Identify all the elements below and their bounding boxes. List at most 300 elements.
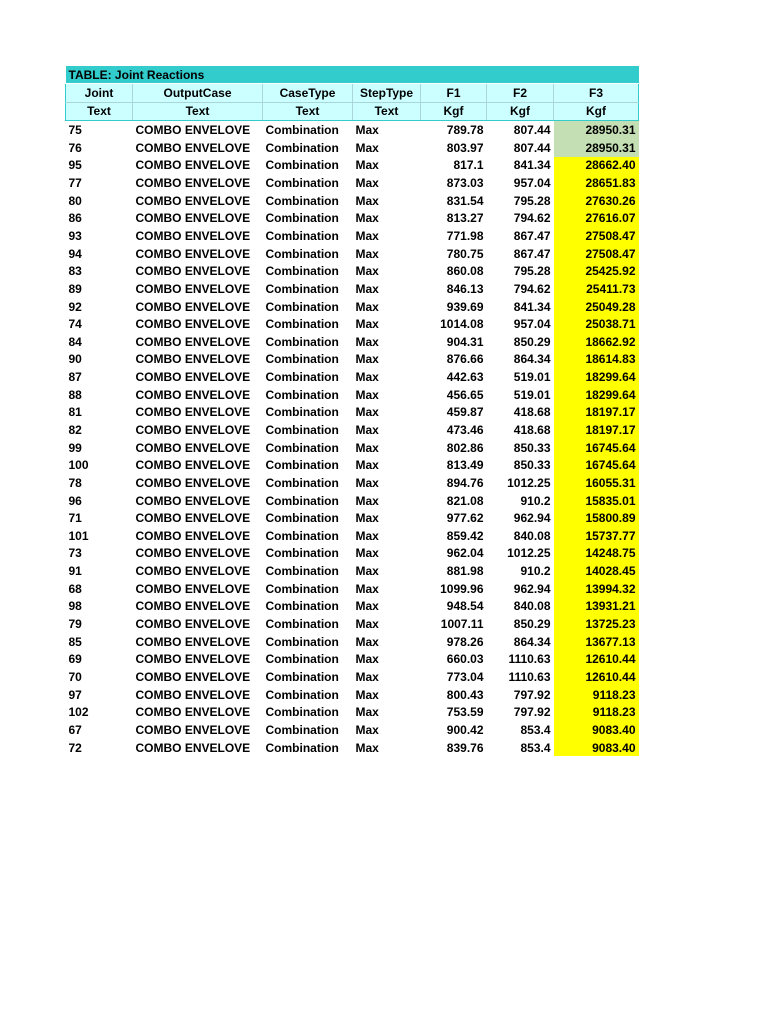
cell-joint[interactable]: 94 xyxy=(68,246,82,261)
cell-f3[interactable]: 15835.01 xyxy=(554,492,639,510)
cell-outputcase[interactable]: COMBO ENVELOVE xyxy=(135,387,251,402)
cell-casetype[interactable]: Combination xyxy=(265,705,339,720)
cell-casetype[interactable]: Combination xyxy=(265,740,339,755)
cell-outputcase[interactable]: COMBO ENVELOVE xyxy=(135,617,251,632)
cell-steptype[interactable]: Max xyxy=(355,158,379,173)
table-row xyxy=(66,668,639,686)
cell-f3[interactable]: 13994.32 xyxy=(554,580,639,598)
cell-outputcase[interactable]: COMBO ENVELOVE xyxy=(135,528,251,543)
cell-outputcase[interactable]: COMBO ENVELOVE xyxy=(135,669,251,684)
cell-f2[interactable]: 1110.63 xyxy=(508,669,551,684)
cell-casetype[interactable]: Combination xyxy=(265,387,339,402)
cell-joint[interactable]: 90 xyxy=(68,352,82,367)
cell-f2[interactable]: 794.62 xyxy=(513,211,551,226)
cell-f3[interactable]: 9118.23 xyxy=(554,703,639,721)
cell-casetype[interactable]: Combination xyxy=(265,334,339,349)
cell-casetype[interactable]: Combination xyxy=(265,687,339,702)
cell-steptype[interactable]: Max xyxy=(355,246,379,261)
cell-f3[interactable]: 27508.47 xyxy=(554,227,639,245)
cell-f2[interactable]: 795.28 xyxy=(513,264,551,279)
cell-f2[interactable]: 841.34 xyxy=(513,158,551,173)
cell-joint[interactable]: 98 xyxy=(68,599,82,614)
header-steptype[interactable]: StepType xyxy=(353,84,421,103)
cell-casetype[interactable]: Combination xyxy=(265,176,339,191)
cell-f1[interactable]: 802.86 xyxy=(446,440,484,455)
table-row xyxy=(66,545,639,563)
cell-f1[interactable]: 876.66 xyxy=(446,352,484,367)
cell-steptype[interactable]: Max xyxy=(355,617,379,632)
cell-steptype[interactable]: Max xyxy=(355,722,379,737)
unit-f2[interactable]: Kgf xyxy=(487,102,554,121)
cell-f1[interactable]: 859.42 xyxy=(446,528,484,543)
cell-outputcase[interactable]: COMBO ENVELOVE xyxy=(135,581,251,596)
cell-f1[interactable]: 904.31 xyxy=(446,334,484,349)
cell-f3[interactable]: 9118.23 xyxy=(554,686,639,704)
header-f3[interactable]: F3 xyxy=(554,84,639,103)
cell-casetype[interactable]: Combination xyxy=(265,564,339,579)
cell-f3[interactable]: 18299.64 xyxy=(554,386,639,404)
cell-casetype[interactable]: Combination xyxy=(265,634,339,649)
cell-joint[interactable]: 96 xyxy=(68,493,82,508)
cell-f1[interactable]: 846.13 xyxy=(446,281,484,296)
table-row xyxy=(66,245,639,263)
cell-f2[interactable]: 795.28 xyxy=(513,193,551,208)
cell-f3[interactable]: 18662.92 xyxy=(554,333,639,351)
table-row xyxy=(66,721,639,739)
cell-f3[interactable]: 14028.45 xyxy=(554,562,639,580)
cell-outputcase[interactable]: COMBO ENVELOVE xyxy=(135,281,251,296)
cell-casetype[interactable]: Combination xyxy=(265,299,339,314)
cell-outputcase[interactable]: COMBO ENVELOVE xyxy=(135,687,251,702)
cell-steptype[interactable]: Max xyxy=(355,740,379,755)
cell-f3[interactable]: 9083.40 xyxy=(554,739,639,757)
cell-f3[interactable]: 16745.64 xyxy=(554,456,639,474)
cell-f3[interactable]: 27508.47 xyxy=(554,245,639,263)
header-f2[interactable]: F2 xyxy=(487,84,554,103)
cell-steptype[interactable]: Max xyxy=(355,299,379,314)
cell-steptype[interactable]: Max xyxy=(355,493,379,508)
cell-casetype[interactable]: Combination xyxy=(265,370,339,385)
cell-steptype[interactable]: Max xyxy=(355,176,379,191)
table-row xyxy=(66,474,639,492)
table-row xyxy=(66,139,639,157)
cell-casetype[interactable]: Combination xyxy=(265,264,339,279)
cell-steptype[interactable]: Max xyxy=(355,475,379,490)
cell-steptype[interactable]: Max xyxy=(355,440,379,455)
cell-f3[interactable]: 28950.31 xyxy=(554,139,639,157)
cell-f1[interactable]: 800.43 xyxy=(446,687,484,702)
cell-f1[interactable]: 977.62 xyxy=(446,511,484,526)
cell-steptype[interactable]: Max xyxy=(355,705,379,720)
cell-outputcase[interactable]: COMBO ENVELOVE xyxy=(135,405,251,420)
cell-f2[interactable]: 864.34 xyxy=(513,352,551,367)
unit-steptype[interactable]: Text xyxy=(353,102,421,121)
table-row xyxy=(66,527,639,545)
cell-f2[interactable]: 957.04 xyxy=(513,317,551,332)
cell-f2[interactable]: 910.2 xyxy=(520,564,551,579)
cell-joint[interactable]: 101 xyxy=(68,528,89,543)
cell-joint[interactable]: 100 xyxy=(68,458,89,473)
table-row xyxy=(66,404,639,422)
cell-casetype[interactable]: Combination xyxy=(265,546,339,561)
cell-casetype[interactable]: Combination xyxy=(265,352,339,367)
cell-f2[interactable]: 797.92 xyxy=(513,705,551,720)
cell-f1[interactable]: 939.69 xyxy=(446,299,484,314)
cell-joint[interactable]: 73 xyxy=(68,546,82,561)
cell-f2[interactable]: 867.47 xyxy=(513,246,551,261)
cell-casetype[interactable]: Combination xyxy=(265,422,339,437)
cell-f2[interactable]: 910.2 xyxy=(520,493,551,508)
header-joint[interactable]: Joint xyxy=(66,84,133,103)
cell-f3[interactable]: 18197.17 xyxy=(554,404,639,422)
cell-steptype[interactable]: Max xyxy=(355,546,379,561)
cell-steptype[interactable]: Max xyxy=(355,264,379,279)
cell-f3[interactable]: 15800.89 xyxy=(554,509,639,527)
cell-f1[interactable]: 881.98 xyxy=(446,564,484,579)
cell-f3[interactable]: 18299.64 xyxy=(554,368,639,386)
cell-f2[interactable]: 962.94 xyxy=(513,511,551,526)
cell-f1[interactable]: 962.04 xyxy=(446,546,484,561)
cell-joint[interactable]: 76 xyxy=(68,140,82,155)
cell-f2[interactable]: 841.34 xyxy=(513,299,551,314)
cell-casetype[interactable]: Combination xyxy=(265,228,339,243)
cell-f3[interactable]: 16055.31 xyxy=(554,474,639,492)
cell-f3[interactable]: 28950.31 xyxy=(554,121,639,139)
cell-casetype[interactable]: Combination xyxy=(265,722,339,737)
cell-outputcase[interactable]: COMBO ENVELOVE xyxy=(135,634,251,649)
table-row xyxy=(66,633,639,651)
cell-f2[interactable]: 850.29 xyxy=(513,617,551,632)
cell-f1[interactable]: 660.03 xyxy=(446,652,484,667)
cell-outputcase[interactable]: COMBO ENVELOVE xyxy=(135,264,251,279)
cell-f1[interactable]: 1007.11 xyxy=(440,617,484,632)
cell-f1[interactable]: 978.26 xyxy=(446,634,484,649)
table-row xyxy=(66,192,639,210)
cell-casetype[interactable]: Combination xyxy=(265,669,339,684)
cell-f2[interactable]: 519.01 xyxy=(513,370,551,385)
cell-f1[interactable]: 473.46 xyxy=(446,422,484,437)
cell-casetype[interactable]: Combination xyxy=(265,493,339,508)
table-row xyxy=(66,298,639,316)
cell-f1[interactable]: 900.42 xyxy=(446,722,484,737)
table-row xyxy=(66,368,639,386)
unit-joint[interactable]: Text xyxy=(66,102,133,121)
cell-f3[interactable]: 27616.07 xyxy=(554,209,639,227)
cell-f3[interactable]: 25049.28 xyxy=(554,298,639,316)
cell-casetype[interactable]: Combination xyxy=(265,317,339,332)
units-row xyxy=(66,102,639,121)
cell-outputcase[interactable]: COMBO ENVELOVE xyxy=(135,334,251,349)
cell-joint[interactable]: 78 xyxy=(68,475,82,490)
cell-steptype[interactable]: Max xyxy=(355,387,379,402)
table-row xyxy=(66,651,639,669)
cell-f2[interactable]: 418.68 xyxy=(513,405,551,420)
table-row xyxy=(66,262,639,280)
cell-joint[interactable]: 83 xyxy=(68,264,82,279)
cell-f1[interactable]: 442.63 xyxy=(446,370,484,385)
unit-casetype[interactable]: Text xyxy=(263,102,353,121)
cell-outputcase[interactable]: COMBO ENVELOVE xyxy=(135,317,251,332)
cell-casetype[interactable]: Combination xyxy=(265,440,339,455)
cell-steptype[interactable]: Max xyxy=(355,193,379,208)
cell-f3[interactable]: 28651.83 xyxy=(554,174,639,192)
cell-steptype[interactable]: Max xyxy=(355,405,379,420)
cell-steptype[interactable]: Max xyxy=(355,352,379,367)
cell-f1[interactable]: 813.49 xyxy=(446,458,484,473)
cell-f3[interactable]: 13677.13 xyxy=(554,633,639,651)
cell-f2[interactable]: 867.47 xyxy=(513,228,551,243)
table-row xyxy=(66,739,639,757)
table-row xyxy=(66,157,639,175)
cell-f3[interactable]: 13725.23 xyxy=(554,615,639,633)
cell-f1[interactable]: 771.98 xyxy=(446,228,484,243)
cell-outputcase[interactable]: COMBO ENVELOVE xyxy=(135,176,251,191)
table-row xyxy=(66,562,639,580)
cell-joint[interactable]: 89 xyxy=(68,281,82,296)
cell-joint[interactable]: 92 xyxy=(68,299,82,314)
cell-outputcase[interactable]: COMBO ENVELOVE xyxy=(135,299,251,314)
cell-f1[interactable]: 873.03 xyxy=(446,176,484,191)
cell-f1[interactable]: 459.87 xyxy=(446,405,484,420)
cell-f2[interactable]: 807.44 xyxy=(513,123,551,138)
cell-outputcase[interactable]: COMBO ENVELOVE xyxy=(135,158,251,173)
cell-outputcase[interactable]: COMBO ENVELOVE xyxy=(135,511,251,526)
cell-f3[interactable]: 15737.77 xyxy=(554,527,639,545)
cell-f3[interactable]: 16745.64 xyxy=(554,439,639,457)
cell-outputcase[interactable]: COMBO ENVELOVE xyxy=(135,546,251,561)
cell-f3[interactable]: 12610.44 xyxy=(554,668,639,686)
joint-reactions-table xyxy=(65,66,639,756)
cell-f3[interactable]: 25411.73 xyxy=(554,280,639,298)
cell-casetype[interactable]: Combination xyxy=(265,158,339,173)
cell-joint[interactable]: 71 xyxy=(68,511,82,526)
cell-steptype[interactable]: Max xyxy=(355,123,379,138)
cell-steptype[interactable]: Max xyxy=(355,458,379,473)
cell-steptype[interactable]: Max xyxy=(355,281,379,296)
cell-outputcase[interactable]: COMBO ENVELOVE xyxy=(135,722,251,737)
table-row xyxy=(66,315,639,333)
cell-f1[interactable]: 894.76 xyxy=(446,475,484,490)
cell-f1[interactable]: 780.75 xyxy=(446,246,484,261)
column-header-row xyxy=(66,84,639,103)
cell-f3[interactable]: 14248.75 xyxy=(554,545,639,563)
cell-joint[interactable]: 87 xyxy=(68,370,82,385)
table-row xyxy=(66,351,639,369)
cell-outputcase[interactable]: COMBO ENVELOVE xyxy=(135,475,251,490)
cell-f1[interactable]: 948.54 xyxy=(446,599,484,614)
cell-f2[interactable]: 840.08 xyxy=(513,528,551,543)
cell-outputcase[interactable]: COMBO ENVELOVE xyxy=(135,705,251,720)
header-f1[interactable]: F1 xyxy=(421,84,487,103)
cell-joint[interactable]: 81 xyxy=(68,405,82,420)
cell-joint[interactable]: 102 xyxy=(68,705,89,720)
cell-outputcase[interactable]: COMBO ENVELOVE xyxy=(135,652,251,667)
cell-f2[interactable]: 1012.25 xyxy=(507,475,551,490)
cell-casetype[interactable]: Combination xyxy=(265,281,339,296)
table-row xyxy=(66,509,639,527)
cell-joint[interactable]: 86 xyxy=(68,211,82,226)
cell-f3[interactable]: 18614.83 xyxy=(554,351,639,369)
cell-casetype[interactable]: Combination xyxy=(265,652,339,667)
cell-steptype[interactable]: Max xyxy=(355,228,379,243)
table-row xyxy=(66,686,639,704)
cell-joint[interactable]: 67 xyxy=(68,722,82,737)
cell-f1[interactable]: 803.97 xyxy=(446,140,484,155)
cell-outputcase[interactable]: COMBO ENVELOVE xyxy=(135,352,251,367)
cell-f2[interactable]: 957.04 xyxy=(513,176,551,191)
cell-f1[interactable]: 860.08 xyxy=(446,264,484,279)
cell-f2[interactable]: 797.92 xyxy=(513,687,551,702)
cell-joint[interactable]: 74 xyxy=(68,317,82,332)
cell-f1[interactable]: 789.78 xyxy=(446,123,484,138)
cell-outputcase[interactable]: COMBO ENVELOVE xyxy=(135,246,251,261)
cell-f1[interactable]: 773.04 xyxy=(446,669,484,684)
cell-joint[interactable]: 88 xyxy=(68,387,82,402)
cell-steptype[interactable]: Max xyxy=(355,140,379,155)
cell-steptype[interactable]: Max xyxy=(355,211,379,226)
cell-outputcase[interactable]: COMBO ENVELOVE xyxy=(135,228,251,243)
cell-outputcase[interactable]: COMBO ENVELOVE xyxy=(135,422,251,437)
cell-joint[interactable]: 99 xyxy=(68,440,82,455)
cell-f1[interactable]: 813.27 xyxy=(446,211,484,226)
table-row xyxy=(66,421,639,439)
cell-outputcase[interactable]: COMBO ENVELOVE xyxy=(135,493,251,508)
cell-f3[interactable]: 9083.40 xyxy=(554,721,639,739)
cell-f2[interactable]: 794.62 xyxy=(513,281,551,296)
cell-casetype[interactable]: Combination xyxy=(265,528,339,543)
cell-casetype[interactable]: Combination xyxy=(265,581,339,596)
unit-f3[interactable]: Kgf xyxy=(554,102,639,121)
cell-f2[interactable]: 840.08 xyxy=(513,599,551,614)
cell-f2[interactable]: 962.94 xyxy=(513,581,551,596)
cell-f3[interactable]: 28662.40 xyxy=(554,157,639,175)
cell-steptype[interactable]: Max xyxy=(355,687,379,702)
cell-joint[interactable]: 80 xyxy=(68,193,82,208)
cell-outputcase[interactable]: COMBO ENVELOVE xyxy=(135,458,251,473)
cell-f1[interactable]: 1099.96 xyxy=(440,581,484,596)
cell-joint[interactable]: 85 xyxy=(68,634,82,649)
cell-outputcase[interactable]: COMBO ENVELOVE xyxy=(135,140,251,155)
cell-casetype[interactable]: Combination xyxy=(265,246,339,261)
cell-joint[interactable]: 84 xyxy=(68,334,82,349)
cell-casetype[interactable]: Combination xyxy=(265,405,339,420)
cell-steptype[interactable]: Max xyxy=(355,581,379,596)
cell-steptype[interactable]: Max xyxy=(355,652,379,667)
table-row xyxy=(66,580,639,598)
cell-joint[interactable]: 72 xyxy=(68,740,82,755)
cell-steptype[interactable]: Max xyxy=(355,669,379,684)
cell-joint[interactable]: 91 xyxy=(68,564,82,579)
cell-casetype[interactable]: Combination xyxy=(265,193,339,208)
cell-f1[interactable]: 753.59 xyxy=(446,705,484,720)
cell-joint[interactable]: 82 xyxy=(68,422,82,437)
cell-casetype[interactable]: Combination xyxy=(265,458,339,473)
cell-f2[interactable]: 418.68 xyxy=(513,422,551,437)
cell-outputcase[interactable]: COMBO ENVELOVE xyxy=(135,211,251,226)
cell-outputcase[interactable]: COMBO ENVELOVE xyxy=(135,193,251,208)
cell-steptype[interactable]: Max xyxy=(355,599,379,614)
cell-steptype[interactable]: Max xyxy=(355,564,379,579)
cell-joint[interactable]: 75 xyxy=(68,123,82,138)
cell-casetype[interactable]: Combination xyxy=(265,123,339,138)
table-body xyxy=(66,121,639,757)
cell-steptype[interactable]: Max xyxy=(355,317,379,332)
cell-f2[interactable]: 850.33 xyxy=(513,440,551,455)
cell-steptype[interactable]: Max xyxy=(355,528,379,543)
cell-f3[interactable]: 13931.21 xyxy=(554,598,639,616)
cell-joint[interactable]: 97 xyxy=(68,687,82,702)
cell-steptype[interactable]: Max xyxy=(355,334,379,349)
cell-f2[interactable]: 850.29 xyxy=(513,334,551,349)
cell-f2[interactable]: 807.44 xyxy=(513,140,551,155)
cell-steptype[interactable]: Max xyxy=(355,634,379,649)
cell-f2[interactable]: 864.34 xyxy=(513,634,551,649)
table-title: TABLE: Joint Reactions xyxy=(66,66,639,84)
cell-f2[interactable]: 1012.25 xyxy=(507,546,551,561)
cell-f2[interactable]: 1110.63 xyxy=(508,652,551,667)
cell-outputcase[interactable]: COMBO ENVELOVE xyxy=(135,123,251,138)
cell-joint[interactable]: 69 xyxy=(68,652,82,667)
cell-joint[interactable]: 95 xyxy=(68,158,82,173)
cell-joint[interactable]: 77 xyxy=(68,176,82,191)
cell-casetype[interactable]: Combination xyxy=(265,599,339,614)
cell-outputcase[interactable]: COMBO ENVELOVE xyxy=(135,740,251,755)
cell-outputcase[interactable]: COMBO ENVELOVE xyxy=(135,440,251,455)
table-row xyxy=(66,492,639,510)
cell-f3[interactable]: 25425.92 xyxy=(554,262,639,280)
header-casetype[interactable]: CaseType xyxy=(263,84,353,103)
cell-f2[interactable]: 853.4 xyxy=(520,740,551,755)
cell-casetype[interactable]: Combination xyxy=(265,211,339,226)
cell-outputcase[interactable]: COMBO ENVELOVE xyxy=(135,599,251,614)
cell-steptype[interactable]: Max xyxy=(355,422,379,437)
unit-outputcase[interactable]: Text xyxy=(133,102,263,121)
table-title-row xyxy=(66,66,639,84)
cell-joint[interactable]: 70 xyxy=(68,669,82,684)
cell-f1[interactable]: 839.76 xyxy=(446,740,484,755)
header-outputcase[interactable]: OutputCase xyxy=(133,84,263,103)
cell-f1[interactable]: 821.08 xyxy=(446,493,484,508)
table-row xyxy=(66,333,639,351)
cell-f3[interactable]: 25038.71 xyxy=(554,315,639,333)
cell-joint[interactable]: 93 xyxy=(68,228,82,243)
table-row xyxy=(66,439,639,457)
cell-f3[interactable]: 18197.17 xyxy=(554,421,639,439)
cell-f1[interactable]: 456.65 xyxy=(446,387,484,402)
cell-outputcase[interactable]: COMBO ENVELOVE xyxy=(135,564,251,579)
cell-casetype[interactable]: Combination xyxy=(265,511,339,526)
cell-steptype[interactable]: Max xyxy=(355,370,379,385)
cell-f1[interactable]: 831.54 xyxy=(446,193,484,208)
cell-joint[interactable]: 79 xyxy=(68,617,82,632)
cell-f1[interactable]: 817.1 xyxy=(453,158,484,173)
cell-f2[interactable]: 850.33 xyxy=(513,458,551,473)
cell-casetype[interactable]: Combination xyxy=(265,140,339,155)
cell-f3[interactable]: 27630.26 xyxy=(554,192,639,210)
cell-f2[interactable]: 853.4 xyxy=(520,722,551,737)
cell-steptype[interactable]: Max xyxy=(355,511,379,526)
cell-f1[interactable]: 1014.08 xyxy=(440,317,484,332)
table-row xyxy=(66,280,639,298)
cell-joint[interactable]: 68 xyxy=(68,581,82,596)
unit-f1[interactable]: Kgf xyxy=(421,102,487,121)
cell-casetype[interactable]: Combination xyxy=(265,475,339,490)
cell-casetype[interactable]: Combination xyxy=(265,617,339,632)
table-row xyxy=(66,174,639,192)
cell-outputcase[interactable]: COMBO ENVELOVE xyxy=(135,370,251,385)
cell-f2[interactable]: 519.01 xyxy=(513,387,551,402)
cell-f3[interactable]: 12610.44 xyxy=(554,651,639,669)
